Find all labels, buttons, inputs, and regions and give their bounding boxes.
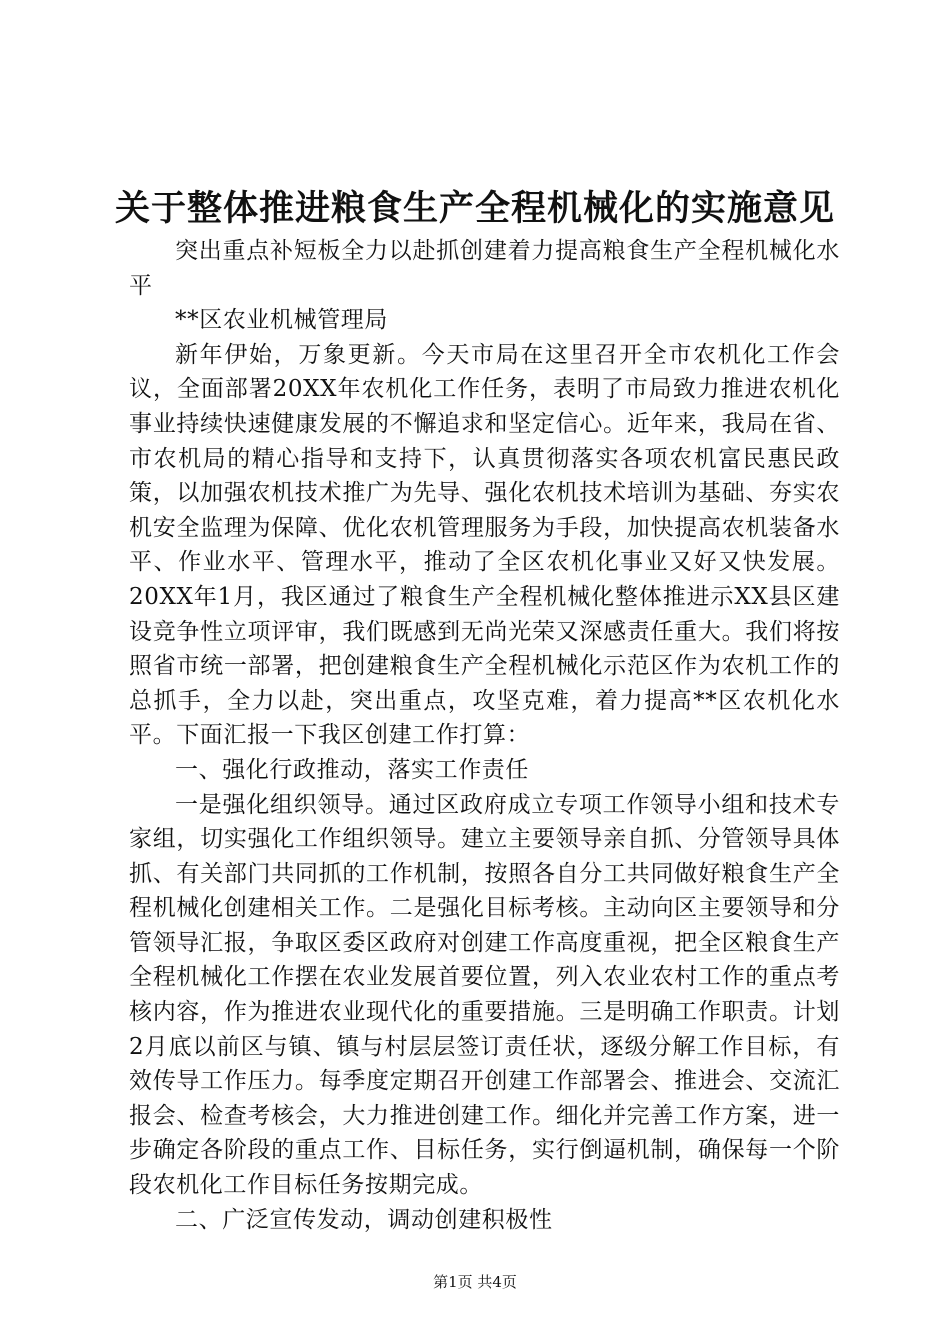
intro-paragraph: 新年伊始，万象更新。今天市局在这里召开全市农机化工作会议，全面部署20XX年农机化工作任务，表明了市局致力推进农机化事业持续快速健康发展的不懈追求和坚定信心。近年来，我局在省、市农机局的精心指导和支持下，认真贯彻落实各项农机富民惠民政策，以加强农机技术推广为先导、强化农机技术培训为基础、夯实农机安全监理为保障、优化农机管理服务为手段，加快提高农机装备水平、作业水平、管理水平，推动了全区农机化事业又好又快发展。20XX年1月，我区通过了粮食生产全程机械化整体推进示XX县区建设竞争性立项评审，我们既感到无尚光荣又深感责任重大。我们将按照省市统一部署，把创建粮食生产全程机械化示范区作为农机工作的总抓手，全力以赴，突出重点，攻坚克难，着力提高**区农机化水平。下面汇报一下我区创建工作打算： bbox=[129, 341, 840, 749]
section-heading-1: 一、强化行政推动，落实工作责任 bbox=[175, 756, 529, 783]
section-1-paragraph: 一是强化组织领导。通过区政府成立专项工作领导小组和技术专家组，切实强化工作组织领导。建立主要领导亲自抓、分管领导具体抓、有关部门共同抓的工作机制，按照各自分工共同做好粮食生产全程机械化创建相关工作。二是强化目标考核。主动向区主要领导和分管领导汇报，争取区委区政府对创建工作高度重视，把全区粮食生产全程机械化工作摆在农业发展首要位置，列入农业农村工作的重点考核内容，作为推进农业现代化的重要措施。三是明确工作职责。计划2月底以前区与镇、镇与村层层签订责任状，逐级分解工作目标，有效传导工作压力。每季度定期召开创建工作部署会、推进会、交流汇报会、检查考核会，大力推进创建工作。细化并完善工作方案，进一步确定各阶段的重点工作、目标任务，实行倒逼机制，确保每一个阶段农机化工作目标任务按期完成。 bbox=[129, 791, 840, 1199]
author-paragraph: **区农业机械管理局 bbox=[175, 307, 388, 334]
section-heading-2: 二、广泛宣传发动，调动创建积极性 bbox=[175, 1206, 553, 1233]
document-body bbox=[129, 234, 840, 1237]
document-title: 关于整体推进粮食生产全程机械化的实施意见 bbox=[114, 188, 835, 229]
page-footer: 第1页 共4页 bbox=[433, 1273, 517, 1291]
subtitle-paragraph: 突出重点补短板全力以赴抓创建着力提高粮食生产全程机械化水平 bbox=[129, 238, 840, 299]
